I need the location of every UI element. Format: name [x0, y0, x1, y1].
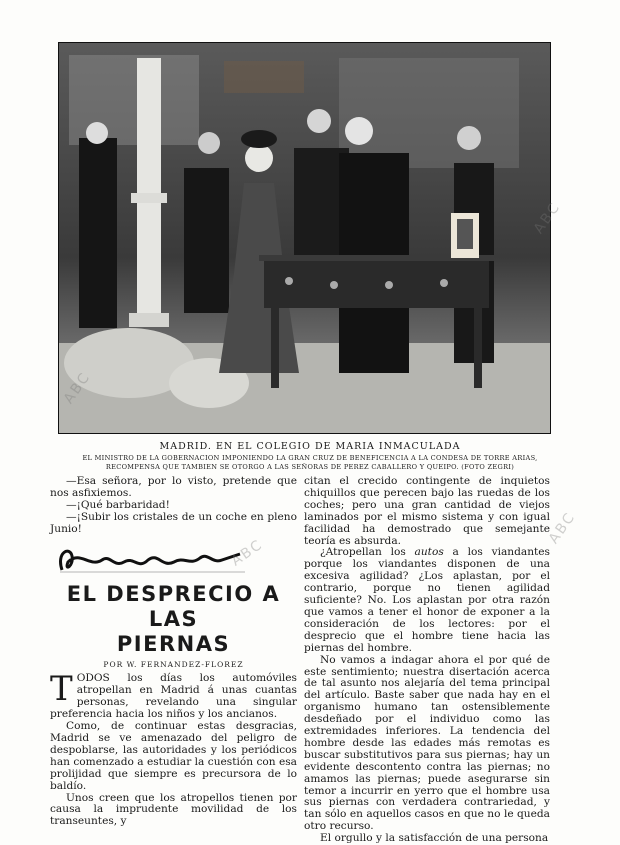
article-paragraph: El orgullo y la satisfacción de una persona	[320, 832, 549, 845]
dialogue-line: —¡Qué barbaridad!	[66, 498, 170, 511]
left-column	[50, 476, 297, 828]
drop-cap: T	[50, 669, 73, 710]
article-paragraph: Unos creen que los atropellos tienen por causa la imprudente movilidad de los transeuntes, y	[50, 791, 297, 828]
watermark-text: ABC	[545, 509, 579, 547]
dialogue-line: —¡Subir los cristales de un coche en pleno Junio!	[50, 510, 297, 535]
watermark-text: ABC	[530, 199, 564, 237]
watermark-text: ABC	[60, 369, 94, 407]
paragraph-text: ODOS los días los automóviles atropellan en Madrid á unas cuantas personas, revelando una singular preferencia hacia los niños y los ancianos.	[50, 672, 297, 721]
paragraph-text: a los viandantes porque los viandantes disponen de una excesiva agilidad? ¿Los aplastan, por el contrario, porque no tienen agilidad suficiente? No. Los aplastan por otra razón que vamos a tener el honor de exponer a la consideración de los lectores: por el desprecio que el hombre tiene hacia las piernas del hombre.	[304, 546, 550, 654]
photo-caption-title: MADRID. EN EL COLEGIO DE MARIA INMACULADA	[159, 441, 461, 452]
photograph	[58, 42, 551, 434]
right-column	[304, 476, 550, 845]
article-headline	[50, 582, 297, 657]
article-paragraph: citan el crecido contingente de inquietos chiquillos que perecen bajo las ruedas de los coches; pero una gran cantidad de viejos laminados por el mismo sistema y con igual facilidad ha demostrado que semejante teoría es absurda.	[304, 475, 550, 547]
photo-caption-line: EL MINISTRO DE LA GOBERNACION IMPONIENDO LA GRAN CRUZ DE BENEFICENCIA A LA CONDESA DE TORRE ARIAS,	[82, 454, 538, 462]
photo-caption-line: RECOMPENSA QUE TAMBIEN SE OTORGO A LAS SEÑORAS DE PEREZ CABALLERO Y QUEIPO. (FOTO ZEGRI)	[105, 463, 515, 471]
article-byline: POR W. FERNANDEZ-FLOREZ	[103, 659, 244, 669]
paragraph-text: ¿Atropellan los	[320, 546, 415, 559]
article-paragraph	[304, 547, 550, 654]
dialogue-line: —Esa señora, por lo visto, pretende que nos asfixiemos.	[50, 475, 297, 499]
headline-line: PIERNAS	[116, 631, 231, 656]
article-paragraph	[50, 669, 297, 721]
photo-illustration	[59, 43, 550, 433]
photo-caption-body	[40, 454, 580, 472]
headline-line: EL DESPRECIO A LAS	[66, 581, 281, 631]
article-paragraph: No vamos a indagar ahora el por qué de este sentimiento; nuestra disertación acerca de tal asunto nos alejaría del tema principal del artículo. Baste saber que nada hay en el organismo humano tan ostensiblemente desdeñado por el individuo como las extremidades inferiores. La tendencia del hombre desde las edades más remotas es buscar substitutivos para sus piernas; hay un evidente descontento contra las piernas; no amamos las piernas; puede asegurarse sin temor a incurrir en yerro que el hombre usa sus piernas con verdadera contrariedad, y tan sólo en aquellos casos en que no le queda otro recurso.	[304, 653, 550, 833]
article-paragraph: Como, de continuar estas desgracias, Madrid se ve amenazado del peligro de despoblarse, las autoridades y los periódicos han comenzado a estudiar la cuestión con esa prolijidad que siempre es precursora de lo baldío.	[50, 720, 297, 792]
emphasis-text: autos	[414, 546, 444, 559]
watermark-text: ABC	[228, 536, 267, 570]
